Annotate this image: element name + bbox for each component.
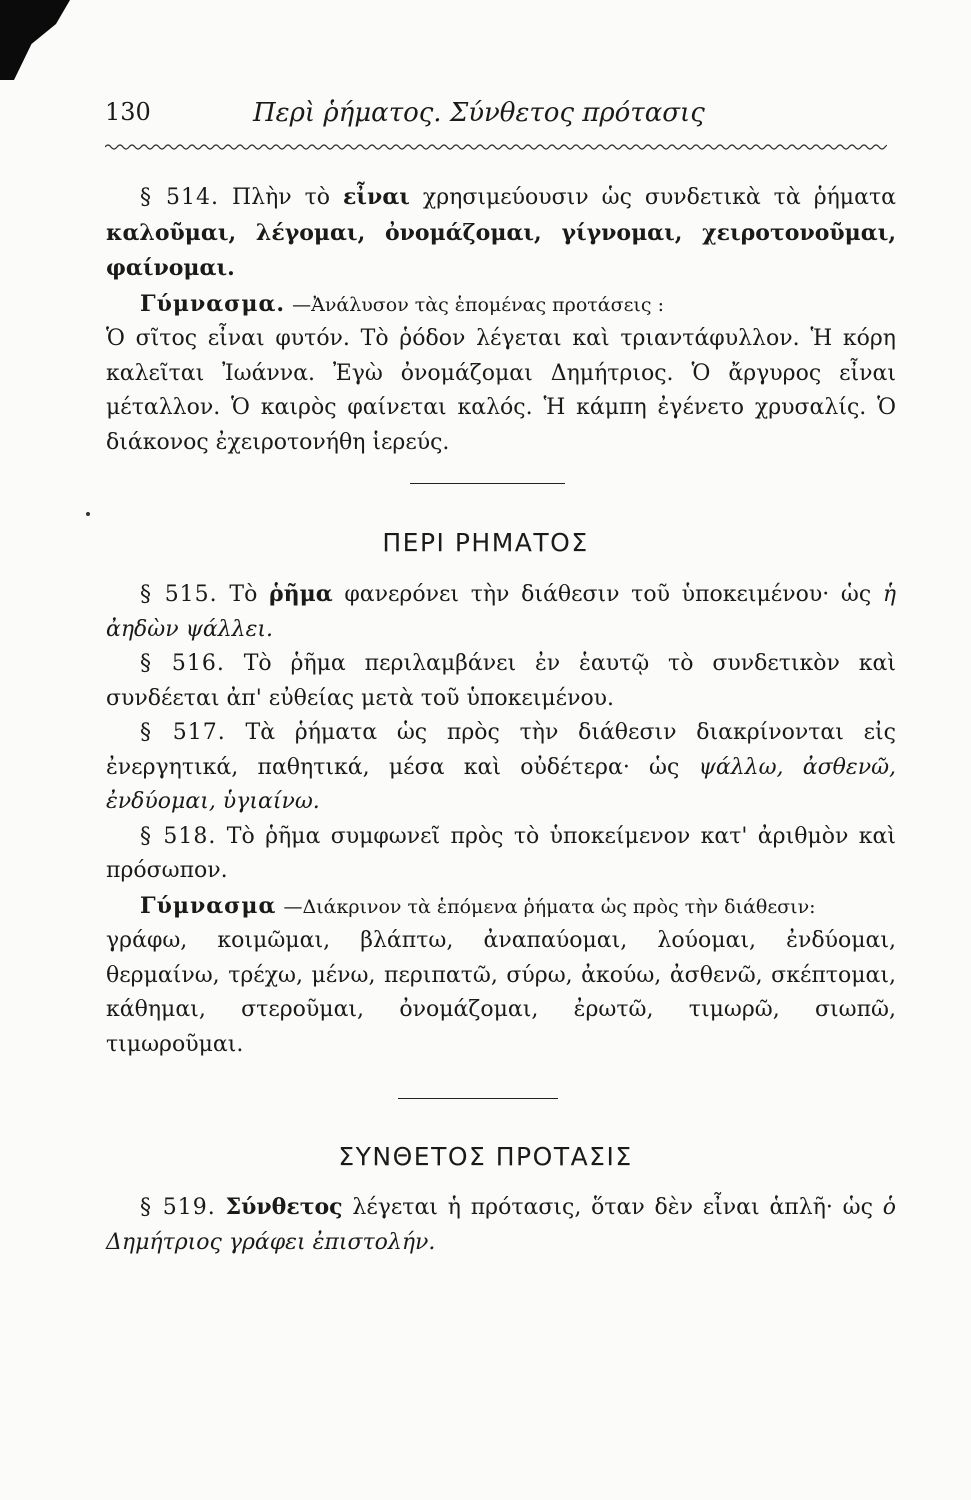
paragraph-518 xyxy=(106,820,896,889)
page-header xyxy=(105,98,885,138)
paragraph-text: χρησιμεύουσιν ὡς συνδετικὰ τὰ ῥήματα xyxy=(422,185,896,210)
section-divider xyxy=(398,1098,558,1099)
section-number: § 518. xyxy=(140,823,217,849)
bold-term: ῥῆμα xyxy=(269,581,333,607)
wavy-rule-divider xyxy=(105,140,887,154)
paragraph-515 xyxy=(106,577,896,647)
exercise-instruction: —Ἀνάλυσον τὰς ἑπομένας προτάσεις : xyxy=(292,293,664,316)
section-number: § 515. xyxy=(140,582,218,607)
section-number: § 517. xyxy=(140,720,226,745)
bold-term: εἶναι xyxy=(343,184,410,210)
paragraph-text: Πλὴν τὸ xyxy=(231,185,331,210)
bold-verb-list: καλοῦμαι, λέγομαι, ὀνομάζομαι, γίγνομαι, χειροτονοῦμαι, φαίνομαι. xyxy=(106,219,896,281)
stray-mark xyxy=(86,512,90,516)
heading-peri-rhematos: ΠΕΡΙ ΡΗΜΑΤΟΣ xyxy=(382,528,589,557)
paragraph-517 xyxy=(106,716,896,820)
sections-515-518-block xyxy=(106,577,896,1062)
section-514-block xyxy=(106,180,896,460)
exercise-instruction: —Διάκρινον τὰ ἑπόμενα ῥήματα ὡς πρὸς τὴν διάθεσιν: xyxy=(283,895,816,918)
example-text: ἡ ἀηδὼν ψάλλει. xyxy=(106,582,897,642)
paragraph-516 xyxy=(106,647,896,716)
exercise-2 xyxy=(106,889,896,1063)
bold-term: Σύνθετος xyxy=(225,1194,343,1220)
section-divider xyxy=(410,483,565,484)
paragraph-text: λέγεται ἡ πρότασις, ὅταν δὲν εἶναι ἁπλῆ· ὡς xyxy=(352,1195,873,1220)
paragraph-519 xyxy=(106,1190,896,1260)
exercise-1 xyxy=(106,287,896,461)
exercise-label: Γύμνασμα. xyxy=(140,290,286,317)
paragraph-text: Τὰ ῥήματα ὡς πρὸς τὴν διάθεσιν διακρίνονται εἰς ἐνεργητικά, παθητικά, μέσα καὶ οὐδέτερα· ὡς xyxy=(106,720,897,780)
section-number: § 514. xyxy=(140,185,219,210)
example-text: ὁ Δημήτριος γράφει ἐπιστολήν. xyxy=(106,1195,896,1255)
exercise-label: Γύμνασμα xyxy=(140,892,277,919)
exercise-sentences: Ὁ σῖτος εἶναι φυτόν. Τὸ ῥόδον λέγεται καὶ τριαντάφυλλον. Ἡ κόρη καλεῖται Ἰωάννα. Ἐγὼ ὀνομάζομαι Δημήτριος. Ὁ ἄργυρος εἶναι μέταλλον. Ὁ καιρὸς φαίνεται καλός. Ἡ κάμπη ἐγένετο χρυσαλίς. Ὁ διάκονος ἐχειροτονήθη ἱερεύς. xyxy=(106,326,896,455)
paragraph-text: φανερόνει τὴν διάθεσιν τοῦ ὑποκειμένου· ὡς xyxy=(344,582,872,607)
paragraph-514 xyxy=(106,180,896,287)
section-number: § 516. xyxy=(140,651,225,676)
paragraph-text: Τὸ xyxy=(229,582,258,607)
page-number: 130 xyxy=(105,98,151,126)
heading-synthetos-protasis: ΣΥΝΘΕΤΟΣ ΠΡΟΤΑΣΙΣ xyxy=(338,1142,633,1171)
section-number: § 519. xyxy=(140,1195,216,1220)
paragraph-text: Τὸ ῥῆμα συμφωνεῖ πρὸς τὸ ὑποκείμενον κατ' ἀριθμὸν καὶ πρόσωπον. xyxy=(106,823,896,883)
exercise-verb-list: γράφω, κοιμῶμαι, βλάπτω, ἀναπαύομαι, λούομαι, ἐνδύομαι, θερμαίνω, τρέχω, μένω, περιπατῶ, σύρω, ἀκούω, ἀσθενῶ, σκέπτομαι, κάθημαι, στεροῦμαι, ὀνομάζομαι, ἐρωτῶ, τιμωρῶ, σιωπῶ, τιμωροῦμαι. xyxy=(106,928,896,1057)
paragraph-text: Τὸ ῥῆμα περιλαμβάνει ἐν ἑαυτῷ τὸ συνδετικὸν καὶ συνδέεται ἀπ' εὐθείας μετὰ τοῦ ὑποκειμένου. xyxy=(106,651,896,711)
ink-blot xyxy=(0,0,70,80)
example-text: ψάλλω, ἀσθενῶ, ἐνδύομαι, ὑγιαίνω. xyxy=(106,754,897,814)
section-519-block xyxy=(106,1190,896,1260)
running-title: Περὶ ῥήματος. Σύνθετος πρότασις xyxy=(253,98,705,128)
